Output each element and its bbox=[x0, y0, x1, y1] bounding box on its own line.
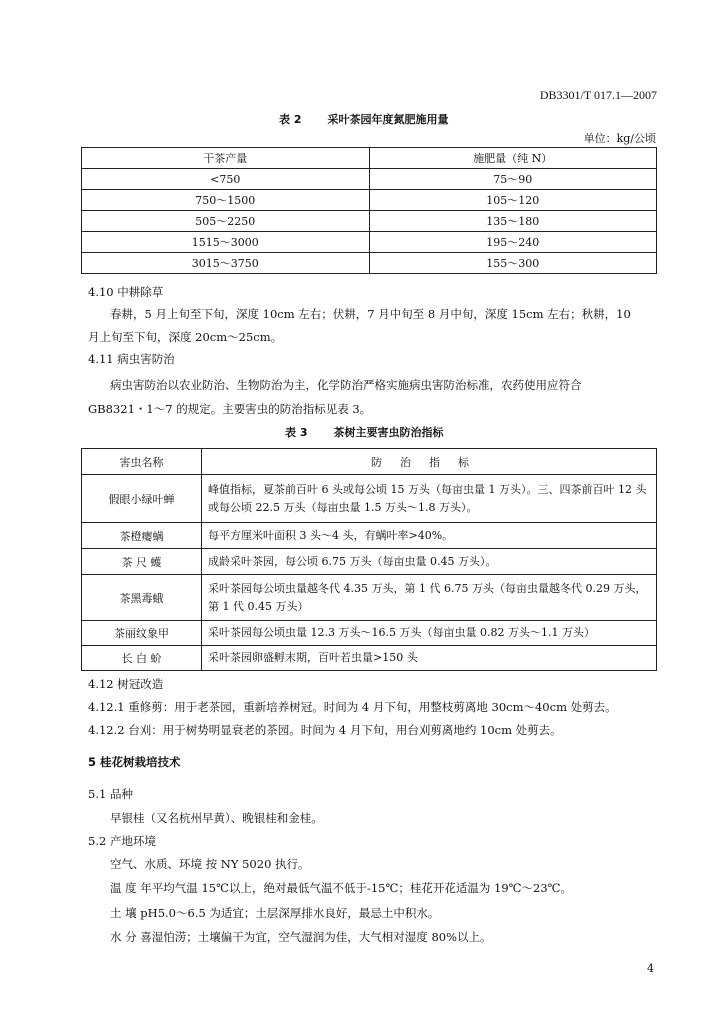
table-row bbox=[82, 169, 657, 190]
table2-header-yield: 干茶产量 bbox=[82, 148, 370, 169]
section-4-11-paragraph-line1: 病虫害防治以农业防治、生物防治为主，化学防治严格实施病虫害防治标准，农药使用应符合 bbox=[110, 378, 582, 392]
table-row bbox=[82, 621, 657, 646]
table2-cell: 105～120 bbox=[369, 190, 657, 211]
table2-caption-title: 采叶茶园年度氮肥施用量 bbox=[327, 113, 449, 126]
table3-pest-name: 假眼小绿叶蝉 bbox=[82, 475, 202, 523]
table3-pest-index: 采叶茶园卵盛孵末期，百叶若虫量>150 头 bbox=[202, 646, 657, 671]
table3-pest-name: 茶丽纹象甲 bbox=[82, 621, 202, 646]
table3-pest-name: 茶 尺 蠖 bbox=[82, 549, 202, 575]
table2-cell: 155～300 bbox=[369, 253, 657, 274]
table3-pest-index: 采叶茶园每公顷虫量越冬代 4.35 万头，第 1 代 6.75 万头（每亩虫量越冬代 0.29 万头，第 1 代 0.45 万头） bbox=[202, 575, 657, 621]
section-5-1-paragraph: 早银桂（又名杭州早黄）、晚银桂和金桂。 bbox=[110, 811, 323, 825]
table3-pest-index: 采叶茶园每公顷虫量 12.3 万头～16.5 万头（每亩虫量 0.82 万头～1.1 万头） bbox=[202, 621, 657, 646]
table3-header-index: 防治指标 bbox=[202, 449, 657, 475]
section-4-10-title: 4.10 中耕除草 bbox=[88, 285, 164, 299]
section-4-11-paragraph-line2: GB8321・1～7 的规定。主要害虫的防治指标见表 3。 bbox=[88, 402, 372, 416]
table-row bbox=[82, 646, 657, 671]
section-5-1-title: 5.1 品种 bbox=[88, 787, 133, 801]
section-4-12-1: 4.12.1 重修剪：用于老茶园，重新培养树冠。时间为 4 月下旬，用整枝剪离地 30cm～40cm 处剪去。 bbox=[88, 700, 617, 714]
table3-pest-index: 成龄采叶茶园，每公顷 6.75 万头（每亩虫量 0.45 万头）。 bbox=[202, 549, 657, 575]
table3-caption-title: 茶树主要害虫防治指标 bbox=[333, 426, 444, 439]
table3-header-row bbox=[82, 449, 657, 475]
section-4-10-paragraph-line1: 春耕，5 月上旬至下旬，深度 10cm 左右；伏耕，7 月中旬至 8 月中旬，深度 15cm 左右；秋耕，10 bbox=[110, 307, 631, 321]
table2-cell: 750～1500 bbox=[82, 190, 370, 211]
table3-caption bbox=[285, 424, 443, 440]
table2-unit: 单位：kg/公顷 bbox=[583, 132, 656, 145]
section-5-2-soil: 土 壤 pH5.0～6.5 为适宜；土层深厚排水良好，最忌土中积水。 bbox=[110, 906, 440, 920]
table-row bbox=[82, 232, 657, 253]
section-5-2-title: 5.2 产地环境 bbox=[88, 834, 156, 848]
table3-pest-name: 长 白 蚧 bbox=[82, 646, 202, 671]
section-5-2-moisture: 水 分 喜湿怕涝；土壤偏干为宜，空气湿润为佳，大气相对湿度 80%以上。 bbox=[110, 930, 492, 944]
table3 bbox=[81, 448, 657, 671]
table2-cell: 3015～3750 bbox=[82, 253, 370, 274]
table2-cell: 195～240 bbox=[369, 232, 657, 253]
section-5-2-temperature: 温 度 年平均气温 15℃以上，绝对最低气温不低于-15℃；桂花开花适温为 19℃～23℃。 bbox=[110, 881, 572, 895]
table3-pest-name: 茶黑毒蛾 bbox=[82, 575, 202, 621]
table2-cell: 1515～3000 bbox=[82, 232, 370, 253]
table2-cell: 75～90 bbox=[369, 169, 657, 190]
table3-pest-name: 茶橙瘿螨 bbox=[82, 523, 202, 549]
table2 bbox=[81, 147, 657, 274]
section-4-12-title: 4.12 树冠改造 bbox=[88, 677, 164, 691]
table2-cell: 135～180 bbox=[369, 211, 657, 232]
table-row bbox=[82, 575, 657, 621]
section-5-2-air-water: 空气、水质、环境 按 NY 5020 执行。 bbox=[110, 857, 310, 871]
table3-caption-number: 表 3 bbox=[285, 426, 308, 439]
table2-header-row bbox=[82, 148, 657, 169]
table2-caption-number: 表 2 bbox=[279, 113, 302, 126]
table-row bbox=[82, 475, 657, 523]
table3-header-pest: 害虫名称 bbox=[82, 449, 202, 475]
table-row bbox=[82, 253, 657, 274]
table2-header-fertilizer: 施肥量（纯 N） bbox=[369, 148, 657, 169]
table-row bbox=[82, 523, 657, 549]
section-4-12-2: 4.12.2 台刈：用于树势明显衰老的茶园。时间为 4 月下旬，用台刈剪离地约 10cm 处剪去。 bbox=[88, 723, 562, 737]
table2-caption bbox=[279, 111, 448, 127]
table2-cell: <750 bbox=[82, 169, 370, 190]
document-code: DB3301/T 017.1—2007 bbox=[539, 88, 657, 102]
table3-pest-index: 每平方厘米叶面积 3 头～4 头，有螨叶率>40%。 bbox=[202, 523, 657, 549]
table-row bbox=[82, 549, 657, 575]
section-4-11-title: 4.11 病虫害防治 bbox=[88, 352, 175, 366]
table-row bbox=[82, 211, 657, 232]
section-4-10-paragraph-line2: 月上旬至下旬，深度 20cm～25cm。 bbox=[88, 330, 283, 344]
table-row bbox=[82, 190, 657, 211]
table3-pest-index: 峰值指标，夏茶前百叶 6 头或每公顷 15 万头（每亩虫量 1 万头）。三、四茶前百叶 12 头或每公顷 22.5 万头（每亩虫量 1.5 万头～1.8 万头）。 bbox=[202, 475, 657, 523]
table2-cell: 505～2250 bbox=[82, 211, 370, 232]
section-5-title: 5 桂花树栽培技术 bbox=[88, 755, 181, 769]
page-number: 4 bbox=[647, 962, 654, 975]
